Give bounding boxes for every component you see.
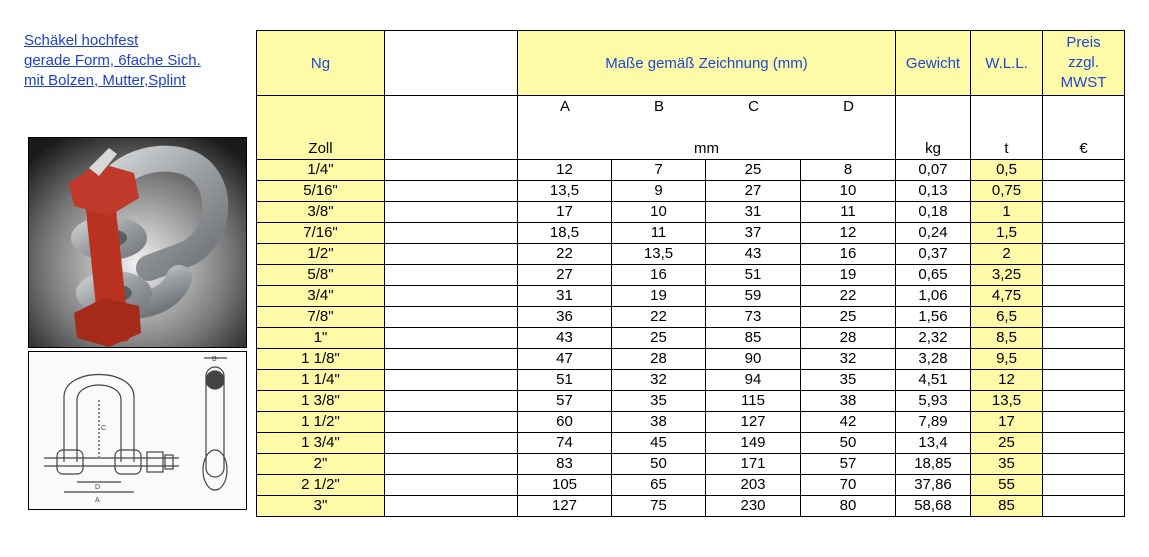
cell-dim-d: 8 [801,160,896,181]
header-empty [385,31,518,96]
cell-weight: 0,37 [896,244,971,265]
title-line-1[interactable]: Schäkel hochfest [24,32,139,49]
cell-dim-c: 59 [706,286,801,307]
cell-size: 1 3/4" [257,433,385,454]
subheader-euro-cell [1043,96,1125,160]
table-row [257,433,1125,454]
cell-dim-a: 17 [518,202,612,223]
header-weight: Gewicht [896,31,971,96]
cell-price [1043,160,1125,181]
cell-wll: 85 [971,496,1043,517]
cell-dim-c: 230 [706,496,801,517]
subheader-kg: kg [925,140,941,157]
cell-dim-b: 32 [612,370,706,391]
cell-wll: 8,5 [971,328,1043,349]
cell-dim-a: 60 [518,412,612,433]
cell-size: 5/16" [257,181,385,202]
cell-dim-b: 25 [612,328,706,349]
cell-price [1043,391,1125,412]
cell-dim-a: 43 [518,328,612,349]
cell-size: 3/8" [257,202,385,223]
cell-weight: 4,51 [896,370,971,391]
table-row [257,496,1125,517]
cell-dim-b: 65 [612,475,706,496]
cell-price [1043,496,1125,517]
table-row [257,265,1125,286]
cell-wll: 9,5 [971,349,1043,370]
cell-dim-a: 51 [518,370,612,391]
cell-dim-d: 25 [801,307,896,328]
shackle-spec-table [256,30,1125,517]
cell-dim-a: 36 [518,307,612,328]
cell-dim-b: 28 [612,349,706,370]
table-row [257,223,1125,244]
cell-price [1043,244,1125,265]
drawing-label-c: C [101,425,107,432]
cell-dim-b: 11 [612,223,706,244]
cell-wll: 25 [971,433,1043,454]
cell-wll: 0,5 [971,160,1043,181]
subheader-zoll-cell [257,96,385,160]
cell-empty [385,181,518,202]
header-price-line-3: MWST [1060,74,1107,91]
cell-dim-c: 149 [706,433,801,454]
cell-size: 1 1/8" [257,349,385,370]
table-row [257,286,1125,307]
cell-dim-c: 31 [706,202,801,223]
cell-dim-d: 32 [801,349,896,370]
drawing-label-d: D [95,484,101,491]
header-dimensions: Maße gemäß Zeichnung (mm) [518,31,896,96]
drawing-label-a: A [95,497,100,504]
cell-dim-b: 10 [612,202,706,223]
cell-size: 7/8" [257,307,385,328]
cell-size: 1" [257,328,385,349]
cell-price [1043,370,1125,391]
cell-dim-a: 127 [518,496,612,517]
cell-weight: 0,07 [896,160,971,181]
cell-dim-d: 80 [801,496,896,517]
subheader-empty [385,96,518,160]
cell-dim-a: 13,5 [518,181,612,202]
cell-price [1043,412,1125,433]
cell-price [1043,328,1125,349]
subheader-euro: € [1079,140,1088,157]
cell-dim-b: 50 [612,454,706,475]
cell-dim-d: 50 [801,433,896,454]
subheader-col-b: B [653,98,664,115]
cell-weight: 37,86 [896,475,971,496]
cell-size: 1/2" [257,244,385,265]
cell-dim-c: 25 [706,160,801,181]
cell-dim-c: 73 [706,307,801,328]
title-line-2[interactable]: gerade Form, 6fache Sich. [24,52,201,69]
cell-dim-c: 127 [706,412,801,433]
cell-dim-c: 90 [706,349,801,370]
cell-dim-d: 57 [801,454,896,475]
table-row [257,328,1125,349]
header-ng: Ng [257,31,385,96]
cell-weight: 18,85 [896,454,971,475]
cell-dim-d: 19 [801,265,896,286]
cell-empty [385,307,518,328]
cell-wll: 0,75 [971,181,1043,202]
table-row [257,391,1125,412]
cell-wll: 1,5 [971,223,1043,244]
cell-dim-c: 37 [706,223,801,244]
cell-price [1043,202,1125,223]
cell-size: 3/4" [257,286,385,307]
cell-weight: 0,13 [896,181,971,202]
cell-weight: 0,18 [896,202,971,223]
cell-dim-a: 22 [518,244,612,265]
cell-dim-c: 203 [706,475,801,496]
cell-weight: 5,93 [896,391,971,412]
table-row [257,370,1125,391]
cell-empty [385,244,518,265]
table-row [257,412,1125,433]
table-row [257,160,1125,181]
cell-dim-a: 47 [518,349,612,370]
cell-wll: 3,25 [971,265,1043,286]
cell-price [1043,181,1125,202]
cell-weight: 58,68 [896,496,971,517]
cell-dim-c: 85 [706,328,801,349]
cell-empty [385,223,518,244]
table-row [257,454,1125,475]
cell-dim-d: 22 [801,286,896,307]
cell-price [1043,433,1125,454]
subheader-mm: mm [694,140,719,157]
drawing-label-b: B [212,356,217,363]
cell-dim-b: 75 [612,496,706,517]
cell-dim-a: 57 [518,391,612,412]
cell-dim-b: 38 [612,412,706,433]
shackle-photo [28,137,247,348]
cell-dim-a: 31 [518,286,612,307]
cell-empty [385,202,518,223]
cell-size: 3" [257,496,385,517]
cell-weight: 0,65 [896,265,971,286]
header-price-line-2: zzgl. [1068,54,1099,71]
cell-dim-c: 171 [706,454,801,475]
cell-wll: 4,75 [971,286,1043,307]
cell-dim-a: 74 [518,433,612,454]
cell-empty [385,286,518,307]
cell-wll: 6,5 [971,307,1043,328]
cell-empty [385,412,518,433]
cell-dim-a: 105 [518,475,612,496]
cell-empty [385,265,518,286]
cell-dim-d: 42 [801,412,896,433]
cell-wll: 12 [971,370,1043,391]
title-line-3[interactable]: mit Bolzen, Mutter,Splint [24,72,186,89]
cell-dim-b: 19 [612,286,706,307]
cell-dim-a: 18,5 [518,223,612,244]
cell-wll: 2 [971,244,1043,265]
subheader-dimensions-cell [518,96,896,160]
cell-dim-d: 10 [801,181,896,202]
cell-empty [385,475,518,496]
table-row [257,349,1125,370]
table-row [257,244,1125,265]
cell-size: 1 1/4" [257,370,385,391]
cell-weight: 2,32 [896,328,971,349]
cell-dim-d: 38 [801,391,896,412]
cell-price [1043,223,1125,244]
cell-dim-c: 51 [706,265,801,286]
cell-dim-b: 9 [612,181,706,202]
cell-empty [385,370,518,391]
cell-price [1043,307,1125,328]
cell-dim-d: 70 [801,475,896,496]
cell-dim-d: 35 [801,370,896,391]
subheader-t-cell [971,96,1043,160]
cell-wll: 35 [971,454,1043,475]
cell-dim-d: 16 [801,244,896,265]
cell-dim-c: 115 [706,391,801,412]
cell-empty [385,496,518,517]
header-price-line-1: Preis [1066,34,1101,51]
cell-dim-b: 22 [612,307,706,328]
cell-dim-c: 43 [706,244,801,265]
cell-dim-d: 11 [801,202,896,223]
cell-weight: 13,4 [896,433,971,454]
technical-drawing [28,351,247,510]
cell-size: 1 1/2" [257,412,385,433]
cell-size: 1/4" [257,160,385,181]
header-wll: W.L.L. [971,31,1043,96]
cell-empty [385,433,518,454]
cell-dim-d: 28 [801,328,896,349]
cell-dim-a: 12 [518,160,612,181]
cell-wll: 55 [971,475,1043,496]
cell-size: 1 3/8" [257,391,385,412]
cell-dim-d: 12 [801,223,896,244]
subheader-col-d: D [843,98,854,115]
cell-empty [385,349,518,370]
cell-weight: 3,28 [896,349,971,370]
table-row [257,181,1125,202]
table-row [257,202,1125,223]
cell-wll: 13,5 [971,391,1043,412]
cell-weight: 1,06 [896,286,971,307]
cell-dim-a: 83 [518,454,612,475]
cell-size: 5/8" [257,265,385,286]
cell-dim-b: 13,5 [612,244,706,265]
cell-dim-b: 7 [612,160,706,181]
cell-dim-c: 94 [706,370,801,391]
cell-price [1043,286,1125,307]
cell-wll: 1 [971,202,1043,223]
subheader-col-a: A [559,98,570,115]
cell-size: 7/16" [257,223,385,244]
cell-empty [385,454,518,475]
subheader-col-c: C [748,98,759,115]
cell-dim-c: 27 [706,181,801,202]
cell-wll: 17 [971,412,1043,433]
cell-price [1043,454,1125,475]
header-price [1043,31,1125,96]
cell-price [1043,349,1125,370]
cell-weight: 1,56 [896,307,971,328]
subheader-zoll: Zoll [308,140,333,157]
cell-weight: 0,24 [896,223,971,244]
table-row [257,475,1125,496]
cell-empty [385,391,518,412]
cell-dim-b: 35 [612,391,706,412]
cell-price [1043,475,1125,496]
product-title-link[interactable] [24,31,252,91]
subheader-t: t [1004,140,1009,157]
table-row [257,307,1125,328]
cell-dim-a: 27 [518,265,612,286]
cell-price [1043,265,1125,286]
subheader-kg-cell [896,96,971,160]
cell-dim-b: 45 [612,433,706,454]
cell-empty [385,328,518,349]
cell-weight: 7,89 [896,412,971,433]
cell-size: 2" [257,454,385,475]
cell-dim-b: 16 [612,265,706,286]
cell-size: 2 1/2" [257,475,385,496]
cell-empty [385,160,518,181]
